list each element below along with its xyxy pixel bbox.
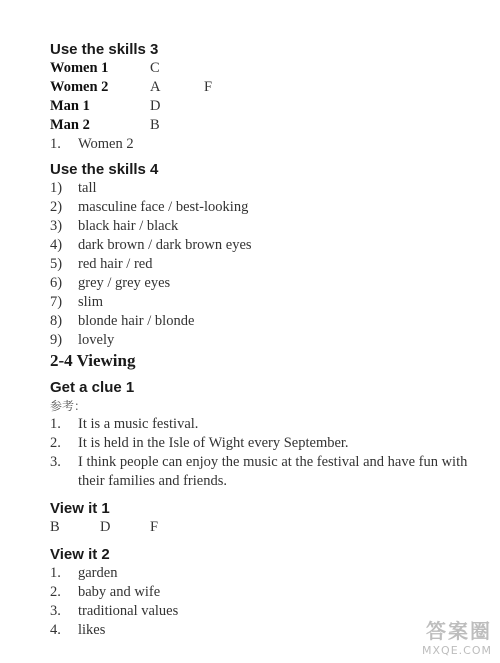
- answer-row: [50, 116, 480, 135]
- item-text: garden: [78, 565, 118, 581]
- list-item: [50, 255, 480, 274]
- speaker-label: Women 2: [50, 79, 109, 95]
- answer-option: B: [50, 519, 60, 535]
- item-number: 7): [50, 294, 63, 310]
- item-number: 4.: [50, 622, 61, 638]
- list-item: [50, 602, 480, 621]
- item-text: red hair / red: [78, 256, 153, 272]
- item-text: slim: [78, 294, 103, 310]
- item-text: black hair / black: [78, 218, 179, 234]
- item-text: traditional values: [78, 603, 179, 619]
- answer-row: [50, 78, 480, 97]
- section-title-skills-4: Use the skills 4: [50, 161, 159, 178]
- item-number: 9): [50, 332, 63, 348]
- item-text: It is a music festival.: [78, 416, 199, 432]
- list-item: [50, 621, 480, 640]
- reference-note: 参考：: [50, 399, 87, 413]
- item-number: 5): [50, 256, 63, 272]
- list-item: [50, 312, 480, 331]
- item-number: 3.: [50, 603, 61, 619]
- site-watermark: [422, 615, 492, 657]
- speaker-label: Man 1: [50, 98, 90, 114]
- item-number: 2): [50, 199, 63, 215]
- item-number: 1): [50, 180, 63, 196]
- skills-3-answers: [50, 59, 480, 154]
- item-text: blonde hair / blonde: [78, 313, 195, 329]
- list-item: [50, 434, 480, 453]
- item-text: dark brown / dark brown eyes: [78, 237, 252, 253]
- item-number: 3): [50, 218, 63, 234]
- clue-list: [50, 415, 480, 491]
- speaker-label: Women 1: [50, 60, 109, 76]
- skills-4-list: [50, 179, 480, 350]
- list-item: [50, 293, 480, 312]
- list-item: [50, 583, 480, 602]
- item-text: baby and wife: [78, 584, 161, 600]
- item-number: 1.: [50, 565, 61, 581]
- list-item: [50, 274, 480, 293]
- answer-row: [50, 97, 480, 116]
- item-text: masculine face / best-looking: [78, 199, 249, 215]
- item-number: 8): [50, 313, 63, 329]
- section-title-viewing: 2-4 Viewing: [50, 351, 136, 370]
- answer-option: F: [150, 519, 159, 535]
- answer-value: D: [150, 98, 161, 114]
- speaker-label: Man 2: [50, 117, 90, 133]
- answer-value: B: [150, 117, 160, 133]
- watermark-url: MXQE.COM: [422, 644, 492, 657]
- item-text: I think people can enjoy the music at the festival and have fun with their families and friends.: [78, 454, 468, 489]
- item-number: 1.: [50, 136, 61, 152]
- list-item: [50, 331, 480, 350]
- item-number: 2.: [50, 435, 61, 451]
- answer-value: A: [150, 79, 161, 95]
- section-title-get-a-clue: Get a clue 1: [50, 379, 135, 396]
- item-text: lovely: [78, 332, 115, 348]
- answer-page: [50, 40, 480, 640]
- item-text: tall: [78, 180, 97, 196]
- list-item: [50, 198, 480, 217]
- section-title-view-it-2: View it 2: [50, 546, 110, 563]
- section-title-view-it-1: View it 1: [50, 500, 110, 517]
- list-item: [50, 217, 480, 236]
- answer-value: C: [150, 60, 160, 76]
- item-text: It is held in the Isle of Wight every September.: [78, 435, 349, 451]
- watermark-logo: 答案圈: [426, 619, 492, 643]
- answer-row: [50, 59, 480, 78]
- list-item: [50, 135, 480, 154]
- list-item: [50, 564, 480, 583]
- view-it-2-list: [50, 564, 480, 640]
- section-title-skills-3: Use the skills 3: [50, 41, 159, 58]
- item-text: likes: [78, 622, 106, 638]
- list-item: [50, 179, 480, 198]
- list-item: [50, 453, 480, 491]
- answer-value: F: [204, 79, 213, 95]
- answer-option: D: [100, 519, 111, 535]
- list-item: [50, 415, 480, 434]
- item-text: Women 2: [78, 136, 134, 152]
- item-number: 4): [50, 237, 63, 253]
- item-text: grey / grey eyes: [78, 275, 171, 291]
- item-number: 3.: [50, 454, 61, 470]
- item-number: 6): [50, 275, 63, 291]
- view-it-1-answers: [50, 518, 480, 537]
- list-item: [50, 236, 480, 255]
- item-number: 2.: [50, 584, 61, 600]
- item-number: 1.: [50, 416, 61, 432]
